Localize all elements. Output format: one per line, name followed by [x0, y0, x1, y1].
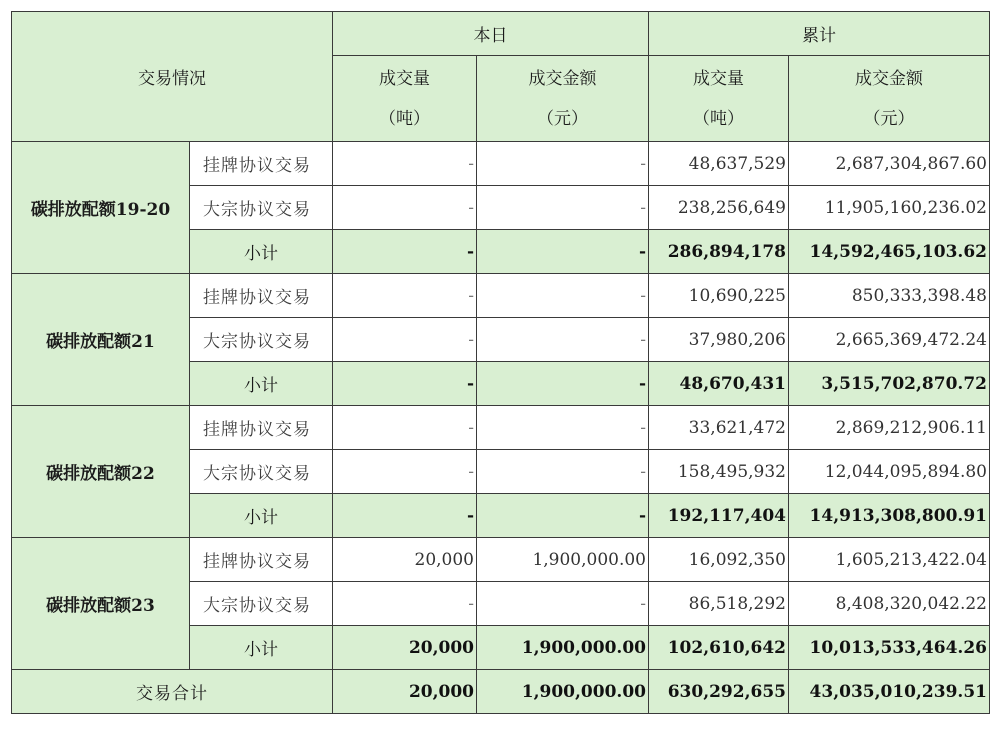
total-day-volume: 20,000 — [333, 670, 477, 714]
cum-volume-cell: 10,690,225 — [649, 274, 789, 318]
total-label: 交易合计 — [12, 670, 333, 714]
header-cum-amount: 成交金额 （元） — [789, 56, 990, 142]
subtotal-cum-volume: 48,670,431 — [649, 362, 789, 406]
day-volume-cell: - — [333, 186, 477, 230]
cum-amount-cell: 2,687,304,867.60 — [789, 142, 990, 186]
day-amount-cell: - — [477, 186, 649, 230]
trade-type-cell: 大宗协议交易 — [190, 318, 333, 362]
day-volume-cell: - — [333, 450, 477, 494]
subtotal-day-volume: - — [333, 494, 477, 538]
trade-type-cell: 挂牌协议交易 — [190, 274, 333, 318]
cum-volume-cell: 48,637,529 — [649, 142, 789, 186]
header-today-volume: 成交量 （吨） — [333, 56, 477, 142]
cum-amount-cell: 2,869,212,906.11 — [789, 406, 990, 450]
trade-type-cell: 挂牌协议交易 — [190, 538, 333, 582]
day-amount-cell: - — [477, 142, 649, 186]
day-amount-cell: - — [477, 406, 649, 450]
subtotal-day-volume: 20,000 — [333, 626, 477, 670]
subtotal-cum-volume: 102,610,642 — [649, 626, 789, 670]
header-cum-volume: 成交量 （吨） — [649, 56, 789, 142]
day-volume-cell: - — [333, 582, 477, 626]
table-row — [12, 142, 990, 186]
day-amount-cell: - — [477, 274, 649, 318]
cum-amount-cell: 11,905,160,236.02 — [789, 186, 990, 230]
total-row — [12, 670, 990, 714]
subtotal-label: 小计 — [190, 230, 333, 274]
subtotal-day-volume: - — [333, 362, 477, 406]
day-volume-cell: - — [333, 318, 477, 362]
subtotal-day-amount: - — [477, 494, 649, 538]
cum-amount-cell: 2,665,369,472.24 — [789, 318, 990, 362]
day-volume-cell: - — [333, 406, 477, 450]
subtotal-label: 小计 — [190, 362, 333, 406]
total-cum-amount: 43,035,010,239.51 — [789, 670, 990, 714]
header-row-label: 交易情况 — [12, 12, 333, 142]
day-amount-cell: - — [477, 582, 649, 626]
subtotal-label: 小计 — [190, 626, 333, 670]
total-day-amount: 1,900,000.00 — [477, 670, 649, 714]
day-amount-cell: - — [477, 318, 649, 362]
trading-summary-table — [11, 11, 990, 714]
subtotal-cum-amount: 3,515,702,870.72 — [789, 362, 990, 406]
cum-volume-cell: 33,621,472 — [649, 406, 789, 450]
total-cum-volume: 630,292,655 — [649, 670, 789, 714]
trade-type-cell: 大宗协议交易 — [190, 186, 333, 230]
category-cell: 碳排放配额19-20 — [12, 142, 190, 274]
subtotal-label: 小计 — [190, 494, 333, 538]
day-volume-cell: - — [333, 142, 477, 186]
category-cell: 碳排放配额22 — [12, 406, 190, 538]
subtotal-day-amount: - — [477, 230, 649, 274]
subtotal-day-amount: - — [477, 362, 649, 406]
category-cell: 碳排放配额23 — [12, 538, 190, 670]
day-volume-cell: - — [333, 274, 477, 318]
subtotal-cum-amount: 14,592,465,103.62 — [789, 230, 990, 274]
header-today: 本日 — [333, 12, 649, 56]
header-today-amount: 成交金额 （元） — [477, 56, 649, 142]
trade-type-cell: 挂牌协议交易 — [190, 142, 333, 186]
trade-type-cell: 挂牌协议交易 — [190, 406, 333, 450]
subtotal-cum-volume: 192,117,404 — [649, 494, 789, 538]
cum-volume-cell: 16,092,350 — [649, 538, 789, 582]
cum-volume-cell: 37,980,206 — [649, 318, 789, 362]
day-amount-cell: - — [477, 450, 649, 494]
table-row — [12, 538, 990, 582]
category-cell: 碳排放配额21 — [12, 274, 190, 406]
trade-type-cell: 大宗协议交易 — [190, 450, 333, 494]
cum-volume-cell: 238,256,649 — [649, 186, 789, 230]
subtotal-cum-amount: 10,013,533,464.26 — [789, 626, 990, 670]
cum-amount-cell: 850,333,398.48 — [789, 274, 990, 318]
subtotal-cum-amount: 14,913,308,800.91 — [789, 494, 990, 538]
table-row — [12, 406, 990, 450]
day-amount-cell: 1,900,000.00 — [477, 538, 649, 582]
subtotal-day-volume: - — [333, 230, 477, 274]
cum-volume-cell: 86,518,292 — [649, 582, 789, 626]
cum-amount-cell: 1,605,213,422.04 — [789, 538, 990, 582]
cum-amount-cell: 12,044,095,894.80 — [789, 450, 990, 494]
cum-amount-cell: 8,408,320,042.22 — [789, 582, 990, 626]
header-cumulative: 累计 — [649, 12, 990, 56]
day-volume-cell: 20,000 — [333, 538, 477, 582]
trade-type-cell: 大宗协议交易 — [190, 582, 333, 626]
table-row — [12, 274, 990, 318]
table-body — [12, 142, 990, 714]
cum-volume-cell: 158,495,932 — [649, 450, 789, 494]
subtotal-cum-volume: 286,894,178 — [649, 230, 789, 274]
subtotal-day-amount: 1,900,000.00 — [477, 626, 649, 670]
